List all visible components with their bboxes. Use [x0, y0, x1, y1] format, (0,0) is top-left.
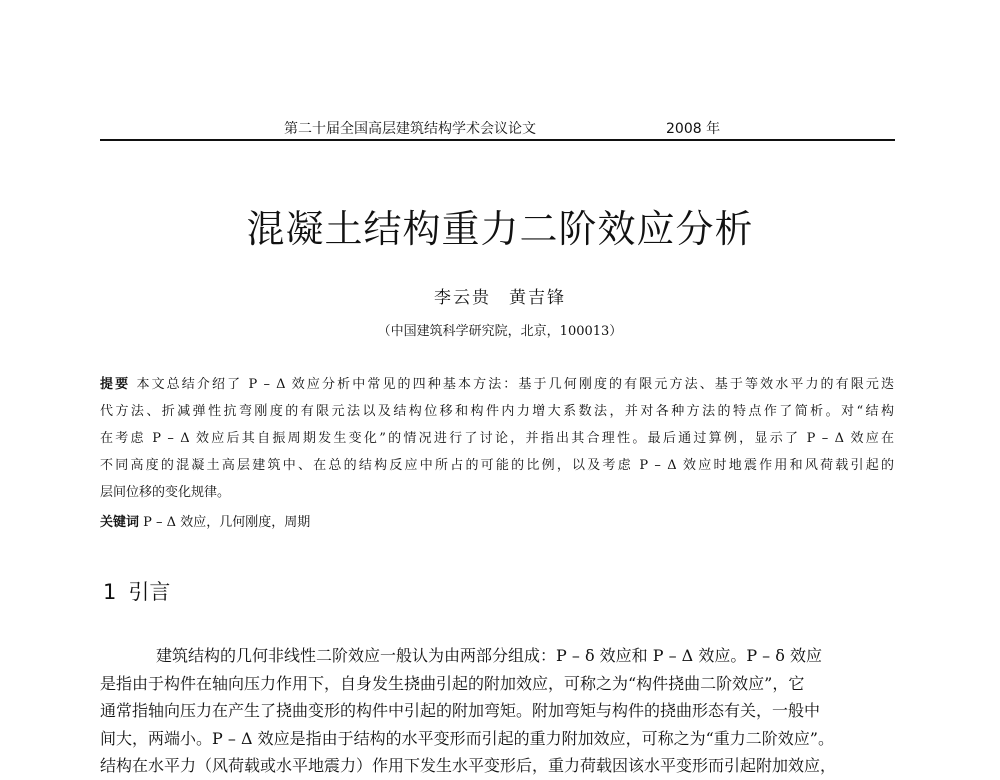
- keywords: [100, 511, 310, 530]
- keywords-text: P – Δ 效应，几何刚度，周期: [143, 515, 311, 530]
- body-line: 建筑结构的几何非线性二阶效应一般认为由两部分组成：P – δ 效应和 P – Δ 效应。P – δ 效应: [156, 646, 822, 665]
- author-name: 黄吉锋: [509, 288, 566, 308]
- abstract-line: 提要 本文总结介绍了 P – Δ 效应分析中常见的四种基本方法：基于几何刚度的有限元方法、基于等效水平力的有限元迭: [100, 377, 894, 392]
- body-text: [100, 642, 895, 780]
- abstract-line: 不同高度的混凝土高层建筑中、在总的结构反应中所占的可能的比例，以及考虑 P – Δ 效应时地震作用和风荷载引起的: [100, 458, 894, 473]
- affiliation: （中国建筑科学研究院，北京，100013）: [377, 324, 623, 339]
- abstract-line: 层间位移的变化规律。: [100, 485, 231, 500]
- body-line: 是指由于构件在轴向压力作用下，自身发生挠曲引起的附加效应，可称之为“构件挠曲二阶效应”，它: [100, 673, 805, 693]
- abstract-line: 在考虑 P – Δ 效应后其自振周期发生变化”的情况进行了讨论，并指出其合理性。最后通过算例，显示了 P – Δ 效应在: [100, 431, 894, 446]
- abstract: [100, 371, 894, 506]
- paper-title: 混凝土结构重力二阶效应分析: [246, 207, 754, 251]
- body-line: 通常指轴向压力在产生了挠曲变形的构件中引起的附加弯矩。附加弯矩与构件的挠曲形态有关，一般中: [100, 701, 821, 720]
- section-number: 1: [103, 580, 117, 604]
- section-title: 引言: [128, 580, 171, 604]
- body-line: 间大，两端小。P – Δ 效应是指由于结构的水平变形而引起的重力附加效应，可称之为“重力二阶效应”。: [100, 728, 834, 748]
- section-heading: [103, 576, 170, 606]
- conference-year: 2008 年: [666, 121, 721, 137]
- keywords-label: 关键词: [100, 515, 140, 530]
- abstract-line: 代方法、折减弹性抗弯刚度的有限元法以及结构位移和构件内力增大系数法，并对各种方法的特点作了简析。对“结构: [100, 404, 894, 419]
- abstract-label: 提要: [100, 377, 131, 392]
- header-rule: [100, 139, 895, 141]
- body-line: 结构在水平力（风荷载或水平地震力）作用下发生水平变形后，重力荷载因该水平变形而引起附加效应，: [100, 756, 837, 775]
- conference-name: 第二十届全国高层建筑结构学术会议论文: [284, 121, 536, 137]
- author-list: [0, 283, 1000, 308]
- author-name: 李云贵: [434, 288, 491, 308]
